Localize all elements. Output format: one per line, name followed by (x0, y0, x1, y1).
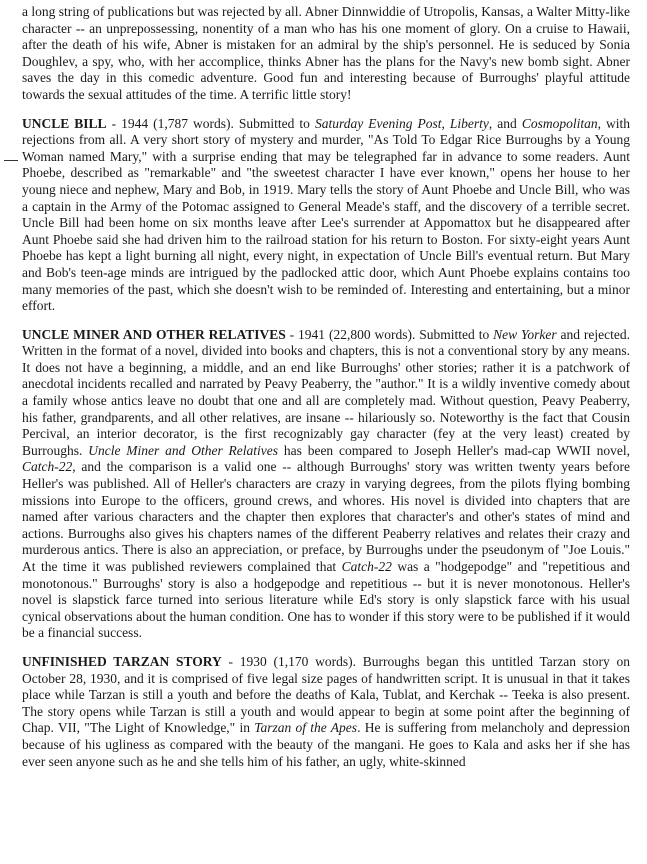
intro-text: a long string of publications but was rejected by all. Abner Dinnwiddie of Utropolis, Kansas, a Walter Mitty-like character -- an unprepossessing, nonentity of a man who has his one moment of glory. On a cruise to Hawaii, after the death of his wife, Abner is mistaken for an admiral by the ship's personnel. He is seduced by Sonia Doughlev, a spy, who, with her accomplice, thinks Abner has the plans for the Navy's new bomb sight. Abner saves the day in this comedic adventure. Good fun and interesting because of Burroughs' playful attitude towards the sexual attitudes of the time. A terrific little story! (22, 4, 630, 102)
uncle-miner-body-2: has been compared to Joseph Heller's mad-cap WWII novel, (278, 442, 631, 458)
unfinished-tarzan-body-2: . He is suffering from melancholy and depression because of his ugliness as compared with the beauty of the mangani. He goes to Kala and asks her if she has ever seen anyone such as he and she tells him of his father, an ugly, white-skinned (22, 720, 630, 769)
uncle-miner-body-3: , and the comparison is a valid one -- although Burroughs' story was written twenty years before Heller's was published. All of Heller's characters are crazy in varying degrees, from the pilots flying bombing missions into Europe to the officers, ground crews, and whores. His novel is divided into chapters that are named after various characters and the chapter then explores that character's and other's states of mind and actions. Burroughs also gives his chapters names of the different Peaberry relatives and relates their crazy and murderous antics. There is also an appreciation, or preface, by Burroughs under the pseudonym of "Joe Louis." At the time it was published reviewers complained that (22, 459, 630, 574)
unfinished-tarzan-entry (22, 654, 630, 770)
uncle-miner-title-italic: Uncle Miner and Other Relatives (88, 442, 279, 458)
uncle-miner-meta: - 1941 (22,800 words). Submitted to (285, 326, 494, 342)
uncle-bill-heading: UNCLE BILL (22, 115, 107, 131)
uncle-bill-body: , with rejections from all. A very short story of mystery and murder, "As Told To Edgar Rice Burroughs by a Young Woman named Mary," with a surprise ending that may be telegraphed far in advance to some readers. Aunt Phoebe, described as "remarkable" and "the sweetest character I have ever known," opens her house to her young niece and nephew, Mary and Bob, in 1919. Mary tells the story of Aunt Phoebe and Uncle Bill, who was a captain in the Army of the Potomac assigned to General Meade's staff, and the discovery of a terrible secret. Uncle Bill had been home on six months leave after Lee's surrender at Appomattox but he disappeared after Aunt Phoebe said she had driven him to the railroad station for his return to Boston. For sixty-eight years Aunt Phoebe has kept a light burning all night, every night, in expectation of Uncle Bill's eventual return. But Mary and Bob's teen-age minds are intrigued by the padlocked attic door, which Aunt Phoebe explains contains too many memories of the past, which she doesn't wish to be reminded of. Interesting and entertaining, but a minor effort. (22, 115, 630, 314)
pub-saturday-evening-post: Saturday Evening Post (314, 115, 442, 131)
separator: , (441, 115, 450, 131)
uncle-miner-body-1: and rejected. Written in the format of a novel, divided into books and chapters, this is not a conventional story by any means. It does not have a beginning, a middle, and an end like Burroughs' other stories; rather it is a patchwork of anecdotal incidents recalled and narrated by Peavy Peaberry, the "author." It is a wildly inventive comedy about a family whose antics leave no doubt that one and all are completely mad. Without question, Peavy Peaberry, his father, grandparents, and all other relatives, are insane -- hilariously so. Noteworthy is the fact that Cousin Percival, an interior decorator, is the first recognizably gay character (fey at the very least) created by Burroughs. (22, 326, 630, 458)
unfinished-tarzan-body-1: - 1930 (1,170 words). Burroughs began this untitled Tarzan story on October 28, 1930, and it is comprised of five legal size pages of handwritten script. It is unusual in that it takes place while Tarzan is still a youth and before the deaths of Kala, Tublat, and Kerchak -- Teeka is also present. The story opens while Tarzan is still a youth and would appear to begin at some point after the beginning of Chap. VII, "The Light of Knowledge," in (22, 653, 630, 736)
catch-22-title: Catch-22 (22, 459, 73, 475)
uncle-miner-body-4: was a "hodgepodge" and "repetitious and monotonous." Burroughs' story is also a hodgepodge and repetitious -- but it is never monotonous. Heller's novel is slapstick farce turned into serious literature while Ed's story is only slapstick farce with his usual cynical observations about the human condition. One has to wonder if this story were to be published if it would be a financial success. (22, 559, 630, 641)
tarzan-of-the-apes-title: Tarzan of the Apes (254, 720, 358, 736)
uncle-bill-entry (22, 116, 630, 315)
pub-liberty: Liberty (449, 115, 489, 131)
pub-cosmopolitan: Cosmopolitan (521, 115, 598, 131)
intro-paragraph (22, 4, 630, 104)
uncle-miner-entry (22, 327, 630, 642)
document-page (22, 4, 630, 770)
uncle-bill-meta: - 1944 (1,787 words). Submitted to (106, 115, 315, 131)
catch-22-title: Catch-22 (341, 559, 392, 574)
margin-mark (4, 160, 18, 161)
uncle-miner-heading: UNCLE MINER AND OTHER RELATIVES (22, 326, 286, 342)
separator: , and (488, 115, 522, 131)
unfinished-tarzan-heading: UNFINISHED TARZAN STORY (22, 653, 222, 669)
pub-new-yorker: New Yorker (493, 326, 557, 342)
